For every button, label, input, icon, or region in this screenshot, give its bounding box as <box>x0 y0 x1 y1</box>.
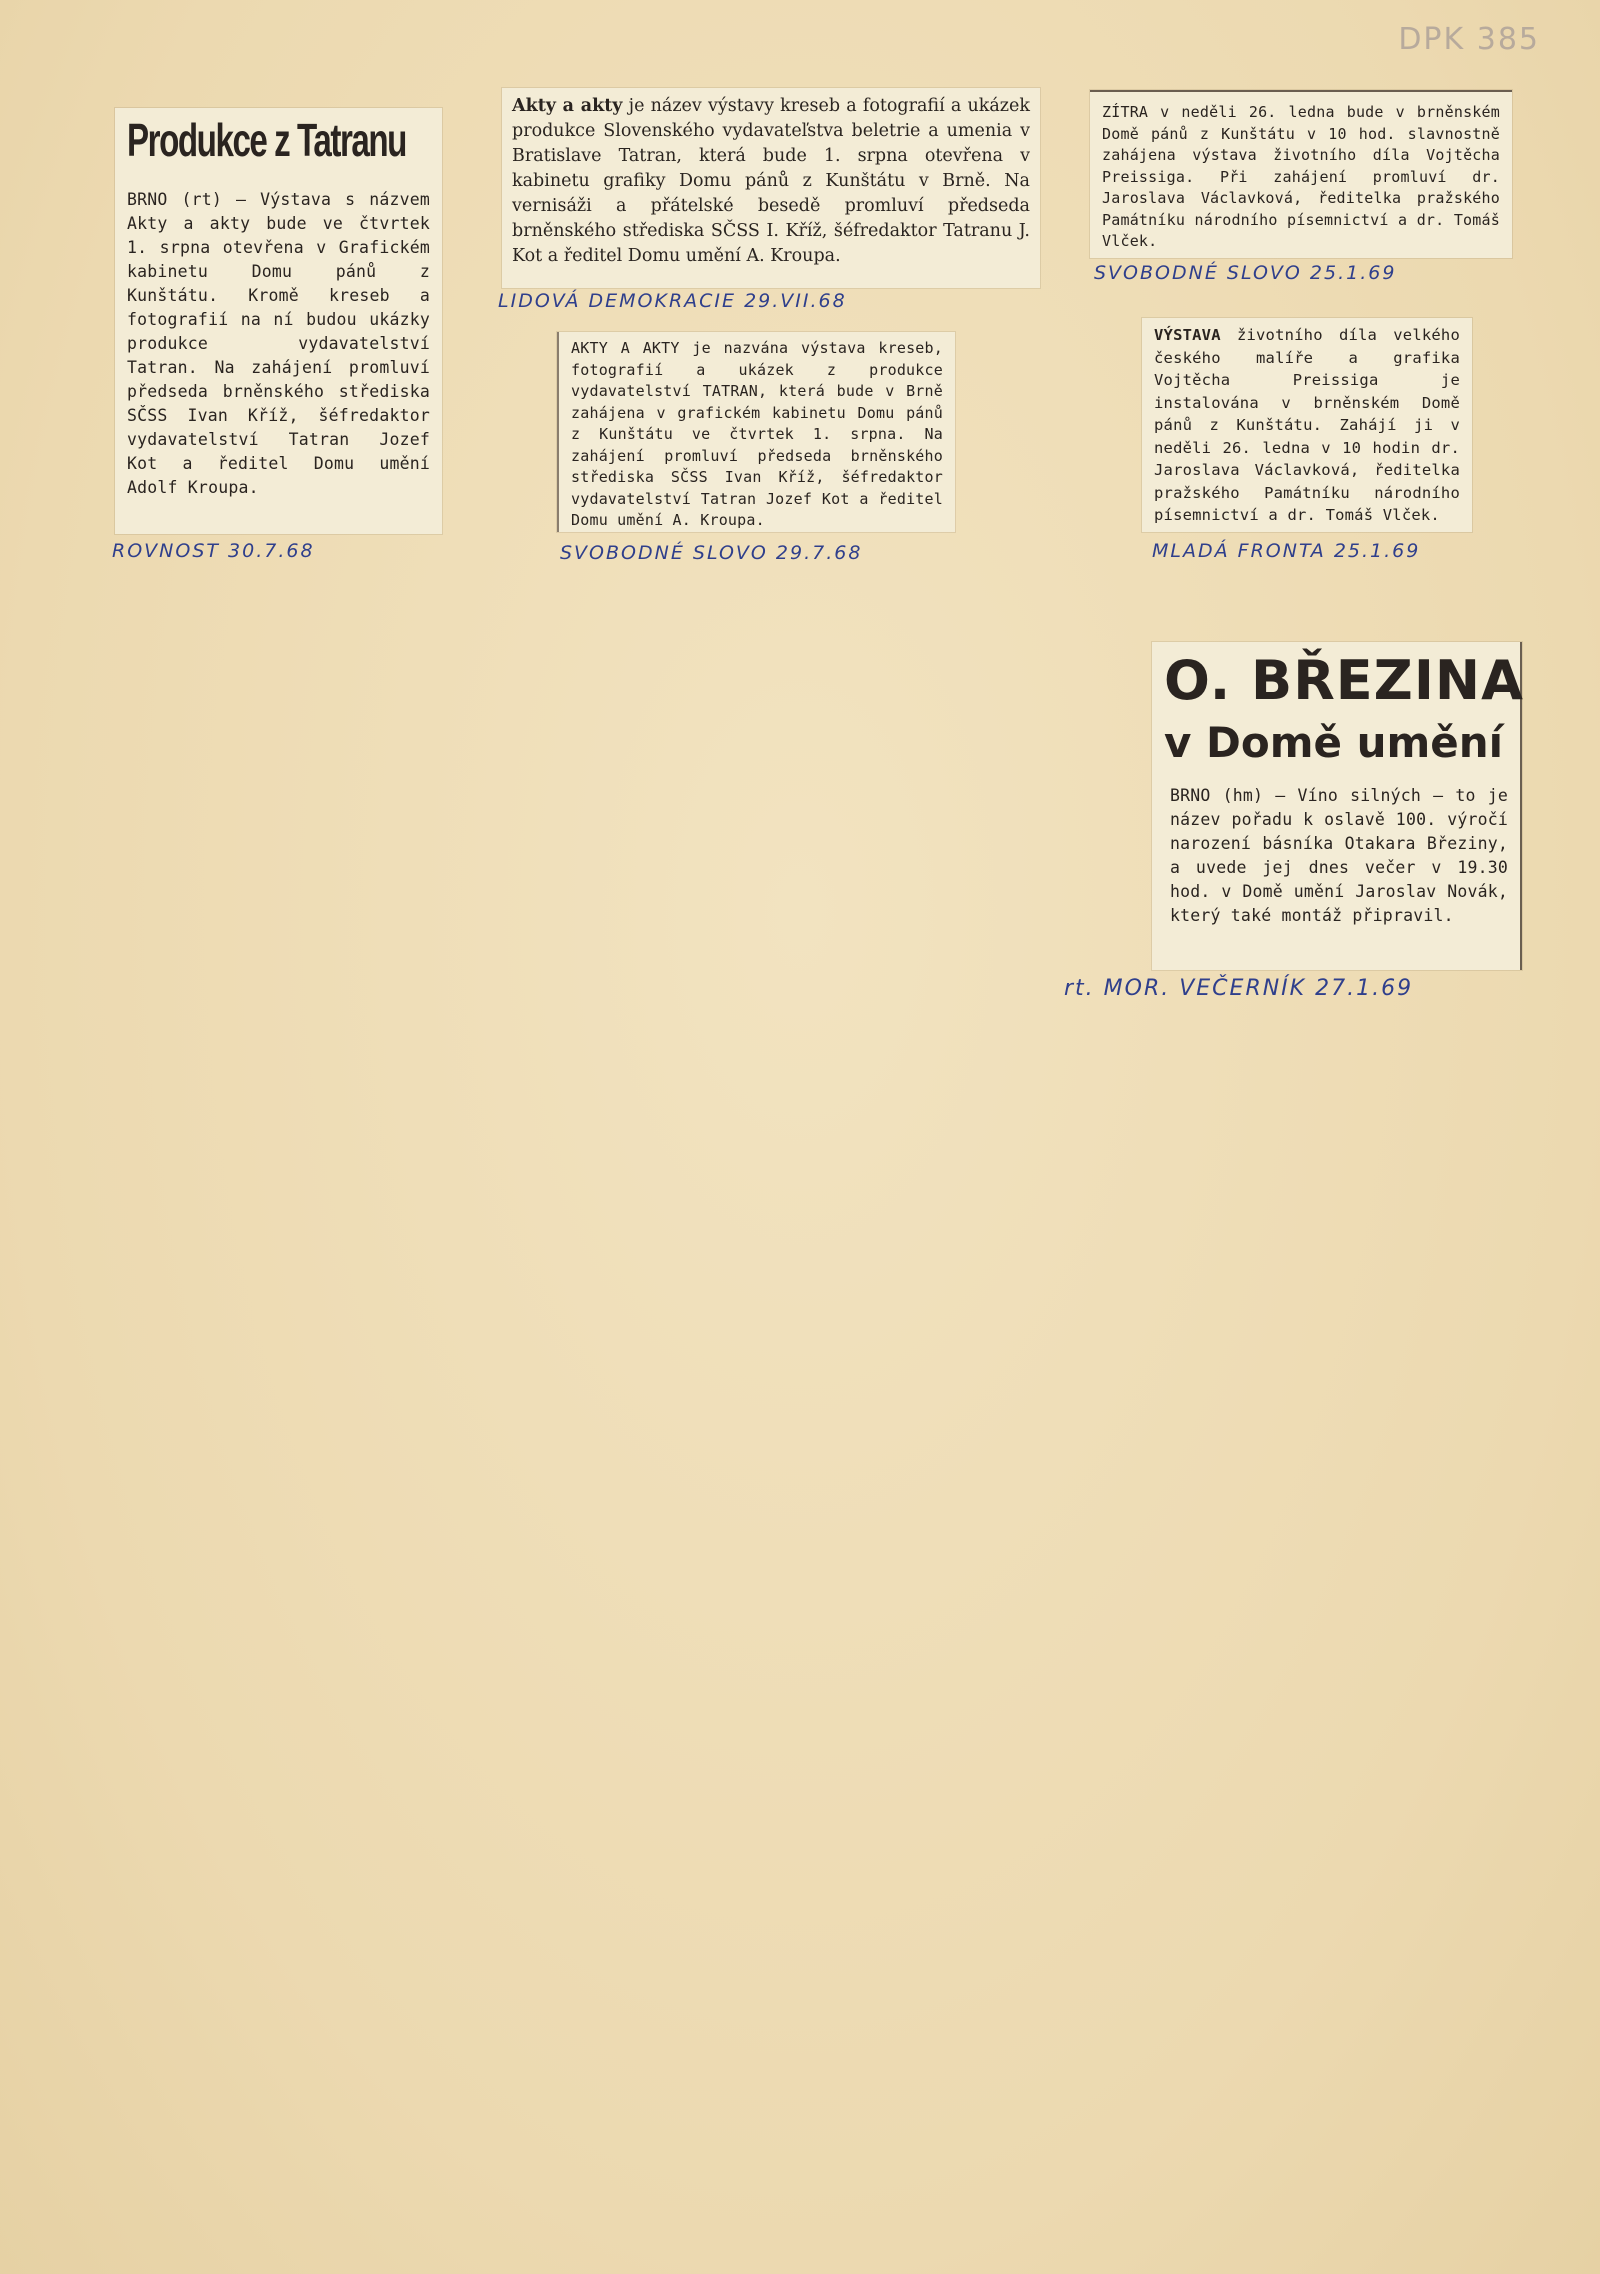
clipping-subheadline: v Domě umění <box>1164 718 1504 767</box>
clipping-lead: VÝSTAVA <box>1154 326 1221 344</box>
clipping-headline: O. BŘEZINA <box>1164 649 1524 712</box>
clipping-mlada-fronta <box>1142 318 1472 532</box>
handwritten-source-note: SVOBODNÉ SLOVO 29.7.68 <box>560 542 863 564</box>
archive-mark: DPK 385 <box>1398 22 1540 57</box>
handwritten-source-note: LIDOVÁ DEMOKRACIE 29.VII.68 <box>498 290 847 312</box>
clipping-body: životního díla velkého českého malíře a grafika Vojtěcha Preissiga je instalována v brněnském Domě pánů z Kunštátu. Zahájí ji v neděli 26. ledna v 10 hodin dr. Jaroslava Václavková, ředitelka pražského Památníku národního písemnictví a dr. Tomáš Vlček. <box>1154 326 1460 524</box>
handwritten-source-note: rt. MOR. VEČERNÍK 27.1.69 <box>1064 976 1414 1001</box>
clipping-headline: Produkce z Tatranu <box>127 114 406 166</box>
clipping-body-paragraph <box>1154 324 1460 527</box>
clipping-body: AKTY A AKTY je nazvána výstava kreseb, fotografií a ukázek z produkce vydavatelství TATRAN, která bude v Brně zahájena v grafickém kabinetu Domu pánů z Kunštátu ve čtvrtek 1. srpna. Na zahájení promluví předseda brněnského střediska SČSS Ivan Kříž, šéfredaktor vydavatelství Tatran Jozef Kot a ředitel Domu umění A. Kroupa. <box>571 339 943 529</box>
clipping-rovnost <box>115 108 442 534</box>
clipping-svobodne-slovo-1968 <box>557 332 955 532</box>
clipping-body: BRNO (rt) — Výstava s názvem Akty a akty bude ve čtvrtek 1. srpna otevřena v Grafickém kabinetu Domu pánů z Kunštátu. Kromě kreseb a fotografií na ní budou ukázky produkce vydavatelství Tatran. Na zahájení promluví předseda brněnského střediska SČSS Ivan Kříž, šéfredaktor vydavatelství Tatran Jozef Kot a ředitel Domu umění Adolf Kroupa. <box>127 190 430 497</box>
clipping-body-paragraph <box>512 94 1030 269</box>
handwritten-source-note: SVOBODNÉ SLOVO 25.1.69 <box>1094 262 1397 284</box>
clipping-lead: Akty a akty <box>512 96 623 116</box>
clipping-lidova-demokracie <box>502 88 1040 288</box>
clipping-vecernik <box>1152 642 1522 970</box>
clipping-body: BRNO (hm) — Víno silných — to je název pořadu k oslavě 100. výročí narození básníka Otakara Březiny, a uvede jej dnes večer v 19.30 hod. v Domě umění Jaroslav Novák, který také montáž připravil. <box>1170 786 1508 925</box>
handwritten-source-note: MLADÁ FRONTA 25.1.69 <box>1152 540 1421 562</box>
clipping-body: je název výstavy kreseb a fotografií a ukázek produkce Slovenského vydavateľstva beletrie a umenia v Bratislave Tatran, která bude 1. srpna otevřena v kabinetu grafiky Domu pánů z Kunštátu v Brně. Na vernisáži a přátelské besedě promluví předseda brněnského střediska SČSS I. Kříž, šéfredaktor Tatranu J. Kot a ředitel Domu umění A. Kroupa. <box>512 96 1030 266</box>
clipping-svobodne-slovo-1969 <box>1090 90 1512 258</box>
clipping-body: ZÍTRA v neděli 26. ledna bude v brněnském Domě pánů z Kunštátu v 10 hod. slavnostně zahájena výstava životního díla Vojtěcha Preissiga. Při zahájení promluví dr. Jaroslava Václavková, ředitelka pražského Památníku národního písemnictví a dr. Tomáš Vlček. <box>1102 103 1500 250</box>
handwritten-source-note: ROVNOST 30.7.68 <box>112 540 315 562</box>
